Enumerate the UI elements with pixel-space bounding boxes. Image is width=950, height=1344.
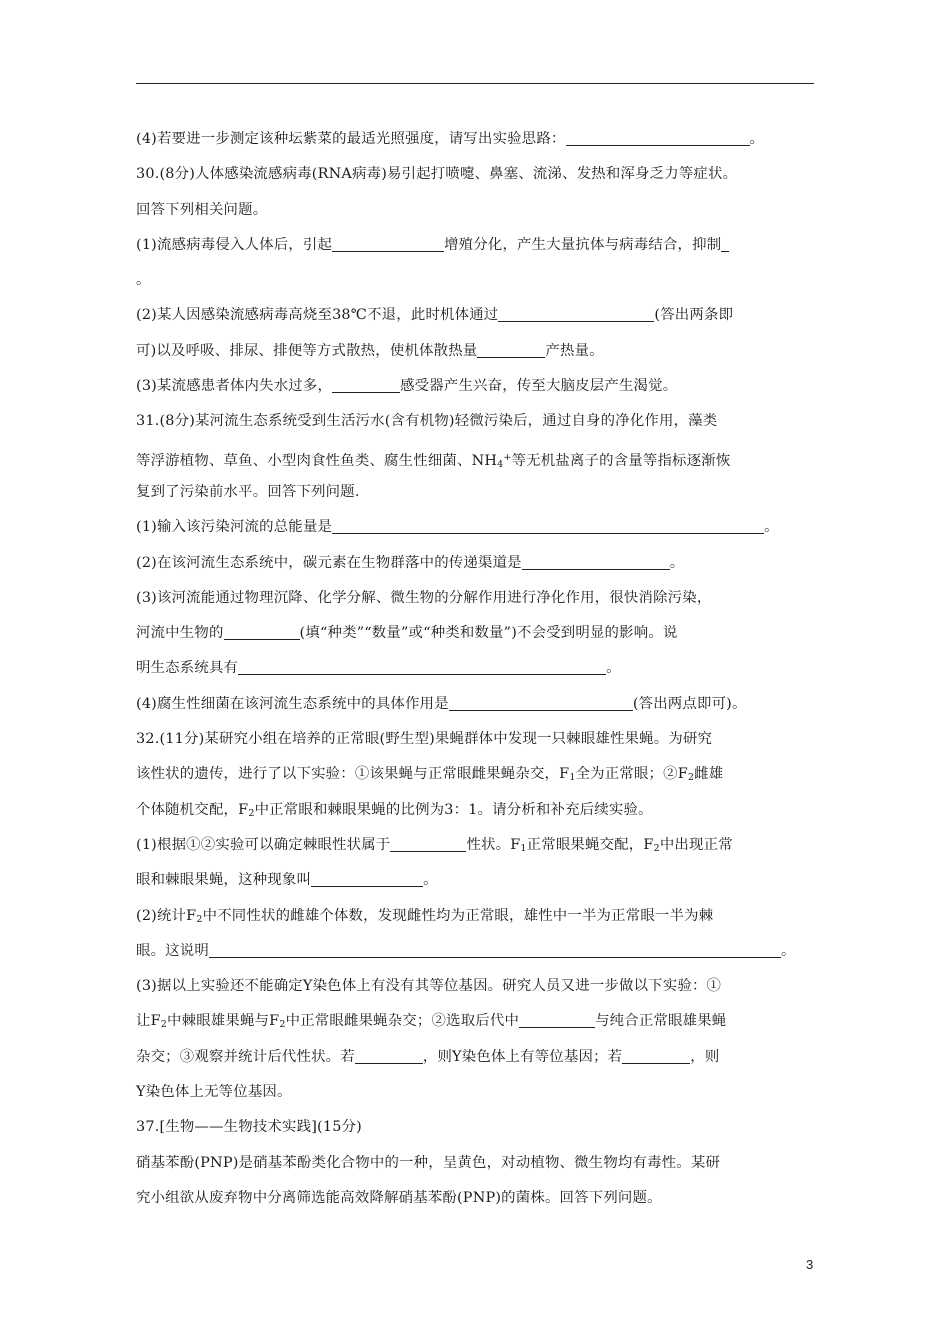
q31-stem-line-2 — [136, 440, 830, 475]
q32-part3-text: (3)据以上实验还不能确定Y染色体上有没有其等位基因。研究人员又进一步做以下实验：① — [136, 978, 722, 995]
q32-part2-line — [136, 899, 830, 934]
q31-stem-text: 等无机盐离子的含量等指标逐渐恢 — [511, 452, 731, 469]
q32-part3-line-2 — [136, 1004, 830, 1039]
q32-stem-text: 32.(11分)某研究小组在培养的正常眼(野生型)果蝇群体中发现一只棘眼雄性果蝇。为研究 — [136, 731, 713, 748]
q29-part4-text: (4)若要进一步测定该种坛紫菜的最适光照强度，请写出实验思路： — [136, 131, 566, 147]
q32-part3-text: 与纯合正常眼雄果蝇 — [595, 1013, 727, 1030]
q31-stem-text: 31.(8分)某河流生态系统受到生活污水(含有机物)轻微污染后，通过自身的净化作用，藻类 — [136, 413, 718, 430]
subscript: 4 — [497, 458, 504, 470]
subscript: 2 — [248, 807, 255, 819]
q30-part1-line — [136, 228, 830, 263]
q31-part3-text: 明生态系统具有 — [136, 660, 239, 677]
q31-part4-line — [136, 687, 830, 722]
q30-part2-text: 可)以及呼吸、排尿、排便等方式散热，使机体散热量 — [136, 342, 478, 359]
q32-part3-text: ，则 — [690, 1048, 720, 1065]
q32-part3-text: 杂交；③观察并统计后代性状。若 — [136, 1048, 355, 1065]
q32-part2-text: (2)统计F — [136, 907, 197, 924]
q31-part3-text: (3)该河流能通过物理沉降、化学分解、微生物的分解作用进行净化作用，很快消除污染， — [136, 589, 712, 606]
answer-blank — [224, 622, 300, 640]
q30-part3-line — [136, 369, 830, 404]
q30-stem-text: 30.(8分)人体感染流感病毒(RNA病毒)易引起打喷嚏、鼻塞、流涕、发热和浑身乏力等症状。 — [136, 166, 738, 183]
q31-stem-text: 等浮游植物、草鱼、小型肉食性鱼类、腐生性细菌、NH — [136, 452, 498, 469]
q30-stem-line-1 — [136, 157, 830, 192]
q31-part4-text: (4)腐生性细菌在该河流生态系统中的具体作用是 — [136, 695, 449, 712]
q31-part3-text: 河流中生物的 — [136, 625, 224, 642]
subscript: 2 — [687, 772, 695, 784]
answer-blank — [566, 128, 750, 146]
q32-stem-text: 个体随机交配，F — [136, 801, 249, 818]
q32-stem-text: 雌雄 — [694, 766, 724, 783]
q31-part3-line-3 — [136, 651, 830, 686]
subscript: 2 — [196, 913, 203, 925]
q32-part1-text: 中出现正常 — [659, 836, 733, 853]
q32-stem-line-2 — [136, 757, 830, 792]
q30-part1-text: (1)流感病毒侵入人体后，引起 — [136, 236, 333, 253]
punctuation: 。 — [669, 554, 685, 571]
q30-part2-text: (答出两条即 — [654, 307, 734, 324]
page-number: 3 — [806, 1257, 814, 1272]
q31-part3-line — [136, 581, 830, 616]
punctuation: 。 — [423, 872, 438, 889]
q32-part1-text: 正常眼果蝇交配，F — [526, 836, 654, 853]
q32-part3-text: 让F — [136, 1013, 161, 1030]
q31-part4-text: (答出两点即可)。 — [632, 695, 747, 712]
q31-stem-line-1 — [136, 404, 830, 439]
punctuation: 。 — [780, 942, 796, 959]
answer-blank — [622, 1046, 690, 1064]
punctuation: 。 — [606, 660, 621, 677]
answer-blank — [209, 940, 781, 958]
q30-part2-text: 产热量。 — [545, 342, 604, 359]
q32-part1-text: 性状。F — [466, 836, 521, 853]
q30-part1-text: 增殖分化，产生大量抗体与病毒结合，抑制 — [444, 236, 722, 253]
q31-part1-text: (1)输入该污染河流的总能量是 — [136, 519, 333, 536]
subscript: 2 — [653, 842, 660, 854]
q32-part1-line-2 — [136, 863, 830, 898]
header-rule — [136, 83, 814, 84]
q32-part3-line-3 — [136, 1040, 830, 1075]
superscript: + — [503, 451, 512, 463]
q30-part2-line — [136, 298, 830, 333]
q30-part1-end-line — [136, 263, 830, 298]
q32-part2-text: 中不同性状的雌雄个体数，发现雌性均为正常眼，雄性中一半为正常眼一半为棘 — [202, 907, 714, 924]
q30-stem-line-2 — [136, 193, 830, 228]
q29-part4-line — [136, 122, 830, 157]
q31-part2-text: (2)在该河流生态系统中，碳元素在生物群落中的传递渠道是 — [136, 554, 522, 571]
q37-stem-text: 硝基苯酚(PNP)是硝基苯酚类化合物中的一种，呈黄色，对动植物、微生物均有毒性。某研 — [136, 1154, 721, 1171]
q32-stem-text: 该性状的遗传，进行了以下实验：①该果蝇与正常眼雌果蝇杂交，F — [136, 766, 570, 783]
q32-part3-text: 中棘眼雄果蝇与F — [167, 1013, 280, 1030]
q32-part1-text: (1)根据①②实验可以确定棘眼性状属于 — [136, 836, 391, 853]
answer-blank — [449, 693, 633, 711]
q37-title: 37.[生物——生物技术实践](15分) — [136, 1119, 362, 1136]
q31-part1-line — [136, 510, 830, 545]
q32-part3-line — [136, 969, 830, 1004]
answer-blank — [721, 234, 729, 252]
q32-part3-text: ，则Y染色体上有等位基因；若 — [422, 1048, 623, 1065]
answer-blank — [311, 869, 423, 887]
q30-part3-text: (3)某流感患者体内失水过多， — [136, 378, 333, 395]
q31-stem-line-3 — [136, 475, 830, 510]
answer-blank — [522, 552, 670, 570]
q32-part3-text: 中正常眼雌果蝇杂交；②选取后代中 — [285, 1013, 520, 1030]
subscript: 2 — [279, 1019, 286, 1031]
q37-stem-line-2 — [136, 1181, 830, 1216]
q30-part2-text: (2)某人因感染流感病毒高烧至38℃不退，此时机体通过 — [136, 307, 499, 324]
question-content — [136, 122, 830, 1216]
q37-stem-text: 究小组欲从废弃物中分离筛选能高效降解硝基苯酚(PNP)的菌株。回答下列问题。 — [136, 1189, 662, 1206]
answer-blank — [355, 1046, 423, 1064]
q32-part3-line-4 — [136, 1075, 830, 1110]
q31-part3-line-2 — [136, 616, 830, 651]
q32-part1-text: 眼和棘眼果蝇，这种现象叫 — [136, 872, 312, 889]
q30-stem-text: 回答下列相关问题。 — [136, 201, 268, 218]
q30-part3-text: 感受器产生兴奋，传至大脑皮层产生渴觉。 — [400, 378, 678, 395]
subscript: 1 — [569, 772, 576, 784]
q32-stem-line-1 — [136, 722, 830, 757]
q32-stem-text: 中正常眼和棘眼果蝇的比例为3：1。请分析和补充后续实验。 — [254, 801, 653, 818]
answer-blank — [238, 657, 606, 675]
punctuation: 。 — [749, 131, 765, 147]
q32-part3-text: Y染色体上无等位基因。 — [136, 1084, 292, 1101]
q30-part2-line-2 — [136, 334, 830, 369]
q31-stem-text: 复到了污染前水平。回答下列问题. — [136, 483, 360, 500]
answer-blank — [332, 516, 764, 534]
answer-blank — [498, 304, 654, 322]
q31-part2-line — [136, 546, 830, 581]
subscript: 2 — [160, 1019, 168, 1031]
answer-blank — [390, 834, 466, 852]
subscript: 1 — [520, 842, 527, 854]
answer-blank — [332, 234, 444, 252]
punctuation: 。 — [764, 519, 779, 536]
q37-title-line — [136, 1110, 830, 1145]
punctuation: 。 — [136, 272, 151, 289]
answer-blank — [477, 340, 545, 358]
q32-stem-line-3 — [136, 793, 830, 828]
answer-blank — [332, 375, 400, 393]
q32-part1-line — [136, 828, 830, 863]
q32-part2-text: 眼。这说明 — [136, 942, 209, 959]
q37-stem-line-1 — [136, 1146, 830, 1181]
q32-stem-text: 全为正常眼；②F — [575, 766, 688, 783]
q32-part2-line-2 — [136, 934, 830, 969]
q31-part3-text: (填“种类”“数量”或“种类和数量”)不会受到明显的影响。说 — [299, 625, 678, 642]
answer-blank — [519, 1010, 595, 1028]
